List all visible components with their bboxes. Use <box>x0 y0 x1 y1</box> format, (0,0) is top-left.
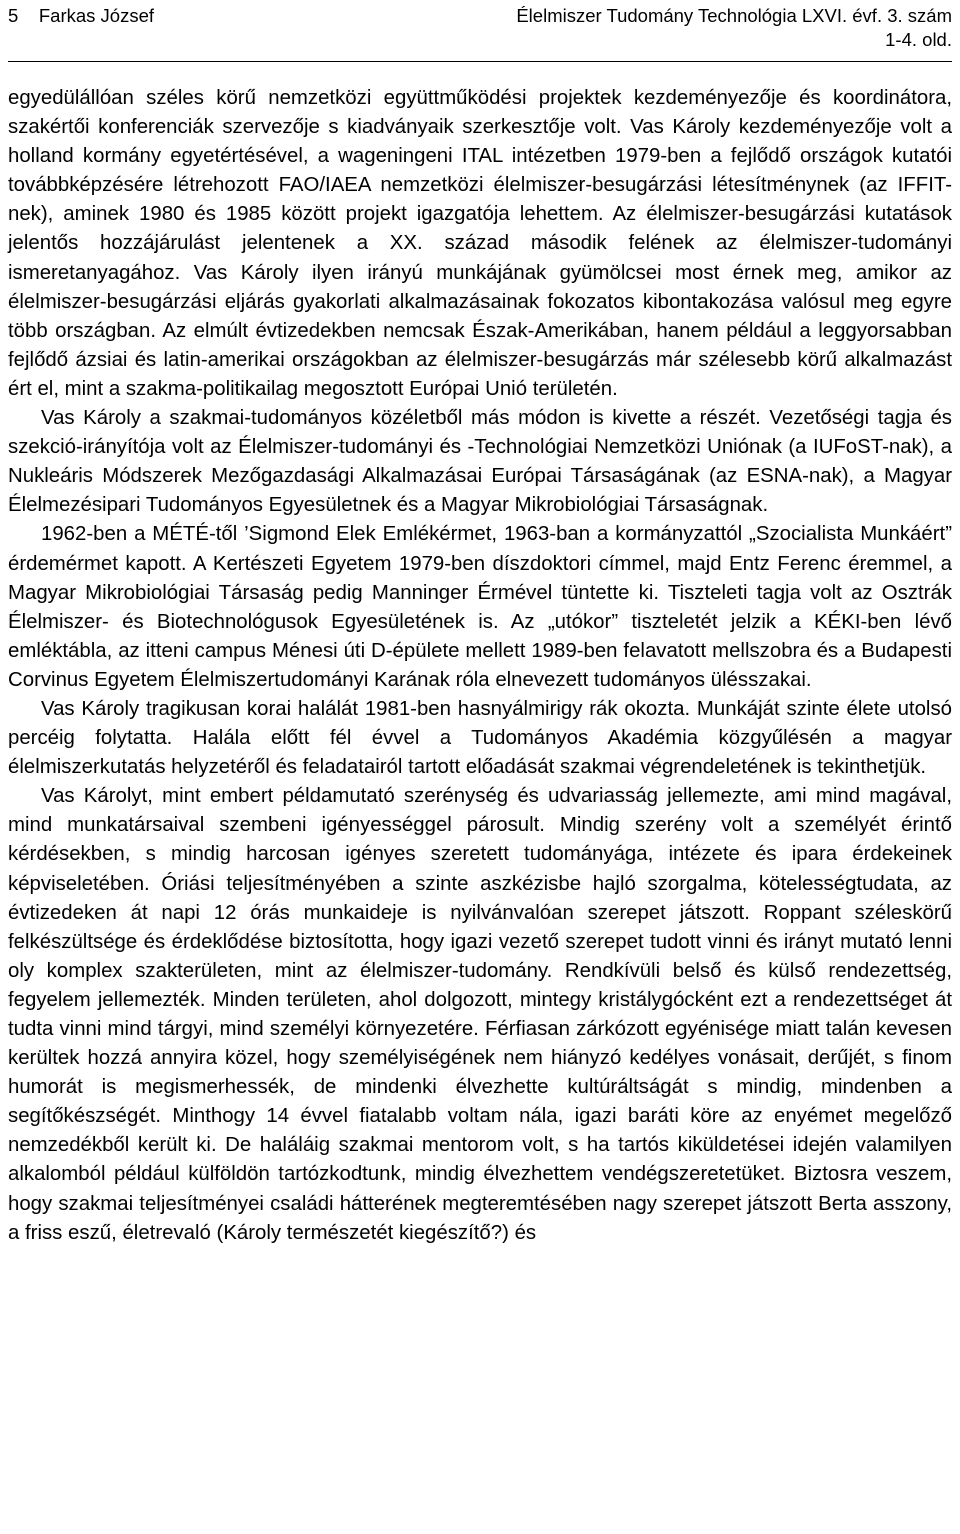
paragraph-awards: 1962-ben a MÉTÉ-től ’Sigmond Elek Emlékérmet, 1963-ban a kormányzattól „Szocialista Munkáért” érdemérmet kapott. A Kertészeti Egyetem 1979-ben díszdoktori címmel, majd Entz Ferenc éremmel, a Magyar Mikrobiológiai Társaság pedig Manninger Érmével tüntette ki. Tiszteleti tagja volt az Osztrák Élelmiszer- és Biotechnológusok Egyesületének is. Az „utókor” tiszteletét jelzik a KÉKI-ben lévő emléktábla, az itteni campus Ménesi úti D-épülete mellett 1989-ben felavatott mellszobra és a Budapesti Corvinus Egyetem Élelmiszertudományi Karának róla elnevezett tudományos ülésszakai. <box>8 523 952 691</box>
page-range: 1-4. old. <box>885 29 952 50</box>
journal-reference: Élelmiszer Tudomány Technológia LXVI. évf. 3. szám <box>516 5 952 26</box>
header-left <box>8 4 154 28</box>
paragraph-death: Vas Károly tragikusan korai halálát 1981-ben hasnyálmirigy rák okozta. Munkáját szinte élete utolsó percéig folytatta. Halála előtt fél évvel a Tudományos Akadémia közgyűlésén a magyar élelmiszerkutatás helyzetéről és feladatairól tartott előadását szakmai végrendeletének is tekinthetjük. <box>8 697 952 779</box>
paragraph-character: Vas Károlyt, mint embert példamutató szerénység és udvariasság jellemezte, ami mind magával, mind munkatársaival szembeni igényességgel párosult. Mindig szerény volt a személyét érintő kérdésekben, s mindig harcosan igényes szeretett tudományága, intézete és ipara érdekeinek képviseletében. Óriási teljesítményében a szinte aszkézisbe hajló szorgalma, kötelességtudata, az évtizedeken át napi 12 órás munkaideje is nyilvánvalóan szerepet játszott. Roppant széleskörű felkészültsége és érdeklődése biztosította, hogy igazi vezető szerepet tudott vinni és irányt mutató lenni oly komplex szakterületen, mint az élelmiszer-tudomány. Rendkívüli belső és külső rendezettség, fegyelem jellemezték. Minden területen, ahol dolgozott, mintegy kristálygócként ezt a rendezettséget át tudta vinni mind tárgyi, mind személyi környezetére. Férfiasan zárkózott egyénisége miatt talán kevesen kerültek hozzá annyira közel, hogy személyiségének nem hiányzó kedélyes vonásait, derűjét, s finom humorát is megismerhessék, de mindenki élvezhette kultúráltságát s mindig, mindenben a segítőkészségét. Minthogy 14 évvel fiatalabb voltam nála, igazi baráti köre az enyémet megelőző nemzedékből került ki. De haláláig szakmai mentorom volt, s ha tartós kiküldetései idején valamilyen alkalomból például külföldön tartózkodtunk, mindig élvezhettem vendégszeretetüket. Biztosra veszem, hogy szakmai teljesítményei családi hátterének megteremtésében nagy szerepet játszott Berta asszony, a friss eszű, életrevaló (Károly természetét kiegészítő?) és <box>8 785 952 1244</box>
header-divider <box>8 61 952 62</box>
header-right <box>516 4 952 52</box>
page-number: 5 <box>8 5 19 26</box>
author-name: Farkas József <box>38 5 155 26</box>
article-body <box>8 84 952 1248</box>
paragraph-continuation: egyedülállóan széles körű nemzetközi együttműködési projektek kezdeményezője és koordinátora, szakértői konferenciák szervezője s kiadványaik szerkesztője volt. Vas Károly kezdeményezője volt a holland kormány egyetértésével, a wageningeni ITAL intézetben 1979-ben a fejlődő országok kutatói továbbképzésére létrehozott FAO/IAEA nemzetközi élelmiszer-besugárzási létesítménynek (az IFFIT-nek), aminek 1980 és 1985 között projekt igazgatója lehettem. Az élelmiszer-besugárzási kutatások jelentős hozzájárulást jelentenek a XX. század második felének az élelmiszer-tudományi ismeretanyagához. Vas Károly ilyen irányú munkájának gyümölcsei most érnek meg, amikor az élelmiszer-besugárzási eljárás gyakorlati alkalmazásainak fokozatos kibontakozása valósul meg egyre több országban. Az elmúlt évtizedekben nemcsak Észak-Amerikában, hanem például a leggyorsabban fejlődő ázsiai és latin-amerikai országokban az élelmiszer-besugárzás már szélesebb körű alkalmazást ért el, mint a szakma-politikailag megosztott Európai Unió területén. <box>8 87 952 400</box>
page-header <box>8 4 952 62</box>
paragraph-public-life: Vas Károly a szakmai-tudományos közéletből más módon is kivette a részét. Vezetőségi tagja és szekció-irányítója volt az Élelmiszer-tudományi és -Technológiai Nemzetközi Uniónak (a IUFoST-nak), a Nukleáris Módszerek Mezőgazdasági Alkalmazásai Európai Társaságának (az ESNA-nak), a Magyar Élelmezésipari Tudományos Egyesületnek és a Magyar Mikrobiológiai Társaságnak. <box>8 407 952 517</box>
